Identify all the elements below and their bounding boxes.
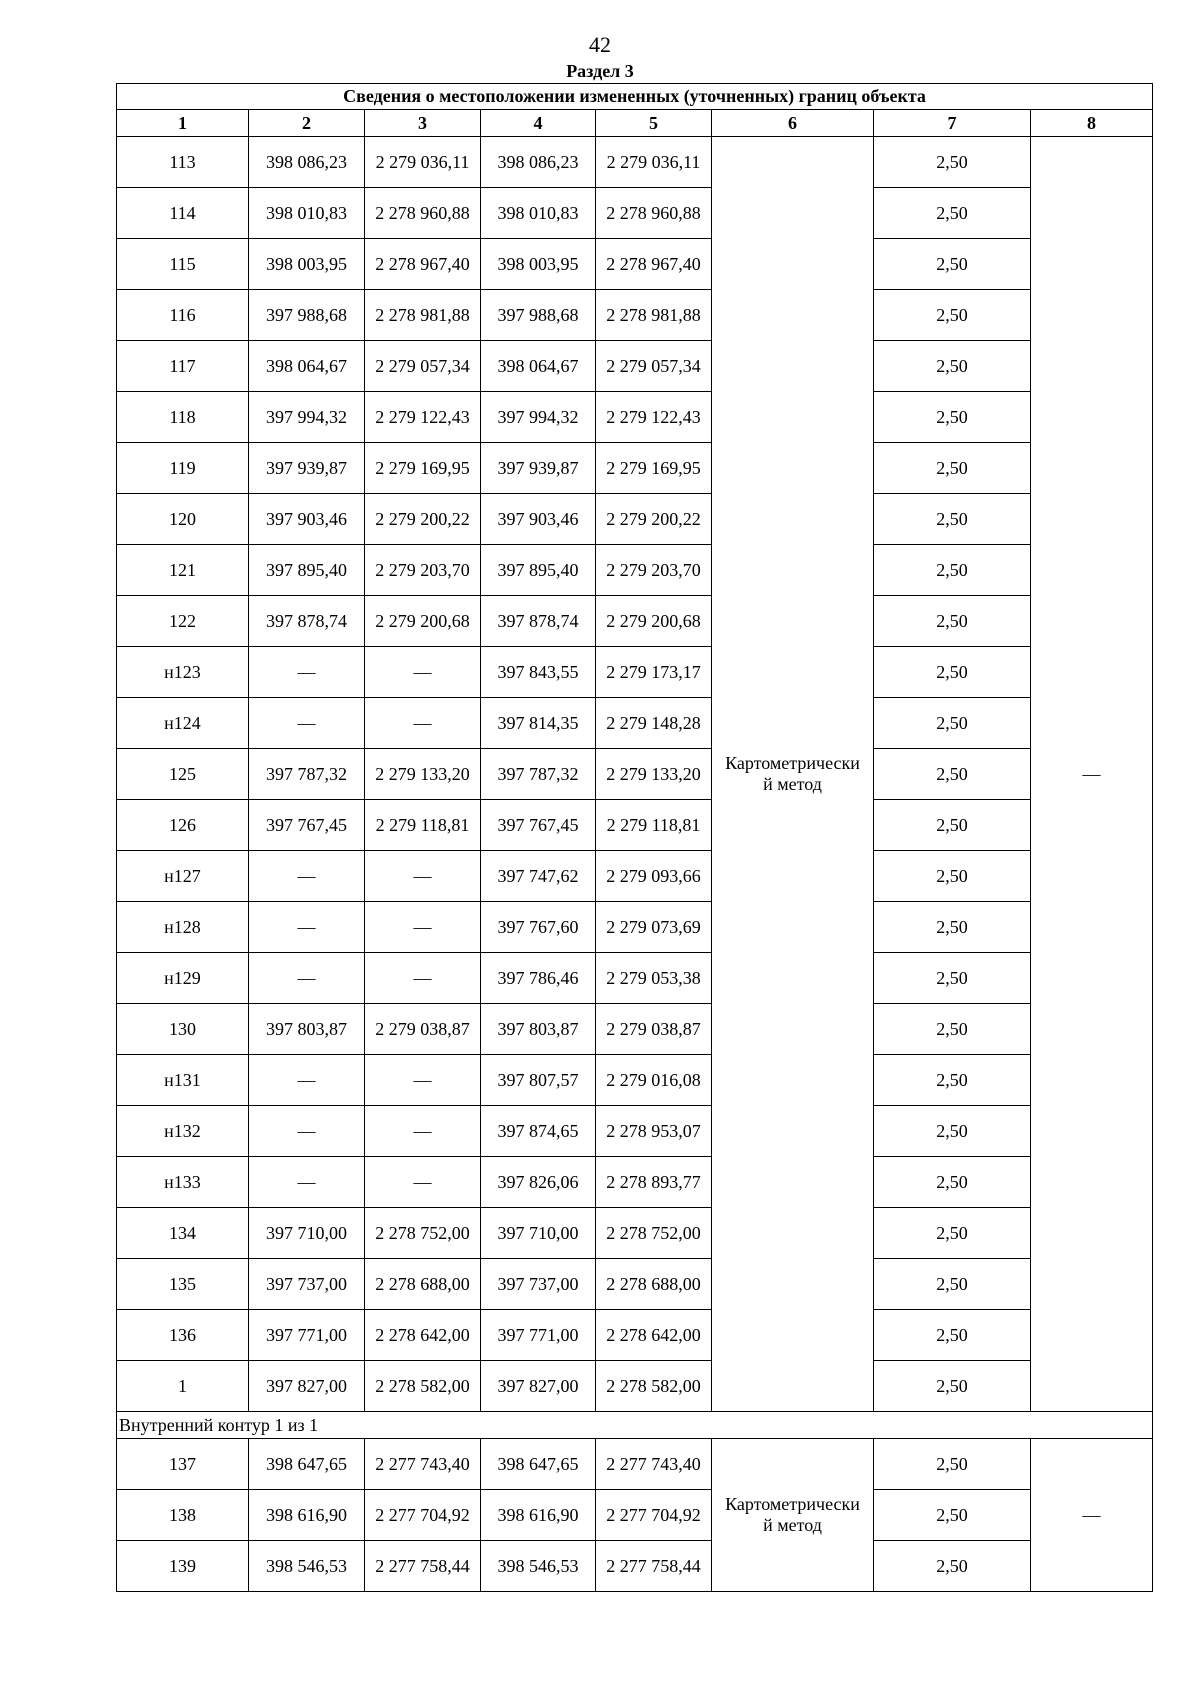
y-new: 2 278 953,07 <box>596 1106 712 1157</box>
point-number: 138 <box>117 1490 249 1541</box>
point-number: н127 <box>117 851 249 902</box>
x-new: 397 827,00 <box>481 1361 596 1412</box>
table-row <box>117 239 1153 290</box>
x-existing: 398 086,23 <box>249 137 365 188</box>
column-number: 8 <box>1031 110 1153 137</box>
accuracy-value: 2,50 <box>874 902 1031 953</box>
point-number: н131 <box>117 1055 249 1106</box>
table-body <box>117 137 1153 1592</box>
accuracy-value: 2,50 <box>874 188 1031 239</box>
table-row <box>117 137 1153 188</box>
x-new: 397 994,32 <box>481 392 596 443</box>
point-number: н123 <box>117 647 249 698</box>
y-new: 2 278 752,00 <box>596 1208 712 1259</box>
inner-contour-label: Внутренний контур 1 из 1 <box>117 1412 1153 1439</box>
y-existing: — <box>365 1106 481 1157</box>
y-existing: 2 279 200,68 <box>365 596 481 647</box>
table-row <box>117 647 1153 698</box>
x-new: 397 939,87 <box>481 443 596 494</box>
table-row <box>117 1541 1153 1592</box>
column-number: 1 <box>117 110 249 137</box>
table-row <box>117 1004 1153 1055</box>
column-number: 7 <box>874 110 1031 137</box>
table-row <box>117 290 1153 341</box>
table-row <box>117 749 1153 800</box>
x-new: 397 767,45 <box>481 800 596 851</box>
y-new: 2 279 148,28 <box>596 698 712 749</box>
column-8-cell: — <box>1031 1439 1153 1592</box>
table-row <box>117 851 1153 902</box>
accuracy-value: 2,50 <box>874 698 1031 749</box>
point-number: н129 <box>117 953 249 1004</box>
table-row <box>117 341 1153 392</box>
table-row <box>117 1259 1153 1310</box>
accuracy-value: 2,50 <box>874 290 1031 341</box>
table-row <box>117 800 1153 851</box>
x-new: 398 086,23 <box>481 137 596 188</box>
x-existing: 397 803,87 <box>249 1004 365 1055</box>
method-text-line2: й метод <box>763 1515 822 1535</box>
y-existing: — <box>365 902 481 953</box>
x-new: 397 710,00 <box>481 1208 596 1259</box>
y-new: 2 279 200,22 <box>596 494 712 545</box>
y-existing: 2 278 981,88 <box>365 290 481 341</box>
accuracy-value: 2,50 <box>874 341 1031 392</box>
point-number: н133 <box>117 1157 249 1208</box>
column-number: 6 <box>712 110 874 137</box>
x-new: 397 988,68 <box>481 290 596 341</box>
table-row <box>117 1439 1153 1490</box>
column-8-cell: — <box>1031 137 1153 1412</box>
boundary-coordinates-table <box>116 83 1153 1592</box>
y-new: 2 279 173,17 <box>596 647 712 698</box>
point-number: 1 <box>117 1361 249 1412</box>
x-new: 397 895,40 <box>481 545 596 596</box>
point-number: 126 <box>117 800 249 851</box>
y-new: 2 279 133,20 <box>596 749 712 800</box>
table-caption: Сведения о местоположении измененных (уточненных) границ объекта <box>117 84 1153 110</box>
y-new: 2 279 038,87 <box>596 1004 712 1055</box>
x-new: 397 747,62 <box>481 851 596 902</box>
x-new: 397 878,74 <box>481 596 596 647</box>
accuracy-value: 2,50 <box>874 443 1031 494</box>
accuracy-value: 2,50 <box>874 545 1031 596</box>
x-existing: 397 767,45 <box>249 800 365 851</box>
method-cell <box>712 137 874 1412</box>
inner-contour-row <box>117 1412 1153 1439</box>
table-row <box>117 392 1153 443</box>
method-text-line2: й метод <box>763 774 822 794</box>
accuracy-value: 2,50 <box>874 1208 1031 1259</box>
x-existing: 397 878,74 <box>249 596 365 647</box>
y-existing: 2 277 704,92 <box>365 1490 481 1541</box>
table-row <box>117 545 1153 596</box>
table-row <box>117 1106 1153 1157</box>
x-new: 397 814,35 <box>481 698 596 749</box>
point-number: 118 <box>117 392 249 443</box>
y-existing: 2 279 169,95 <box>365 443 481 494</box>
y-existing: 2 278 582,00 <box>365 1361 481 1412</box>
y-new: 2 278 582,00 <box>596 1361 712 1412</box>
point-number: н132 <box>117 1106 249 1157</box>
accuracy-value: 2,50 <box>874 1439 1031 1490</box>
x-existing: 398 546,53 <box>249 1541 365 1592</box>
accuracy-value: 2,50 <box>874 800 1031 851</box>
y-existing: 2 279 122,43 <box>365 392 481 443</box>
x-new: 398 647,65 <box>481 1439 596 1490</box>
x-existing: 398 010,83 <box>249 188 365 239</box>
method-text-line1: Картометрически <box>725 753 860 773</box>
y-new: 2 279 057,34 <box>596 341 712 392</box>
point-number: н128 <box>117 902 249 953</box>
point-number: 114 <box>117 188 249 239</box>
y-existing: — <box>365 1055 481 1106</box>
x-existing: — <box>249 851 365 902</box>
x-existing: 397 939,87 <box>249 443 365 494</box>
point-number: 122 <box>117 596 249 647</box>
x-new: 398 010,83 <box>481 188 596 239</box>
accuracy-value: 2,50 <box>874 1490 1031 1541</box>
y-new: 2 277 758,44 <box>596 1541 712 1592</box>
x-existing: 397 988,68 <box>249 290 365 341</box>
accuracy-value: 2,50 <box>874 1106 1031 1157</box>
x-new: 397 737,00 <box>481 1259 596 1310</box>
y-new: 2 279 053,38 <box>596 953 712 1004</box>
x-new: 397 786,46 <box>481 953 596 1004</box>
accuracy-value: 2,50 <box>874 953 1031 1004</box>
method-cell <box>712 1439 874 1592</box>
x-new: 398 064,67 <box>481 341 596 392</box>
y-new: 2 278 642,00 <box>596 1310 712 1361</box>
x-new: 397 771,00 <box>481 1310 596 1361</box>
y-new: 2 279 200,68 <box>596 596 712 647</box>
x-new: 397 874,65 <box>481 1106 596 1157</box>
method-text-line1: Картометрически <box>725 1494 860 1514</box>
column-number: 2 <box>249 110 365 137</box>
x-existing: 398 003,95 <box>249 239 365 290</box>
accuracy-value: 2,50 <box>874 1541 1031 1592</box>
table-row <box>117 596 1153 647</box>
y-new: 2 278 688,00 <box>596 1259 712 1310</box>
x-existing: 397 771,00 <box>249 1310 365 1361</box>
accuracy-value: 2,50 <box>874 392 1031 443</box>
y-existing: 2 278 642,00 <box>365 1310 481 1361</box>
x-existing: — <box>249 1055 365 1106</box>
y-new: 2 278 981,88 <box>596 290 712 341</box>
accuracy-value: 2,50 <box>874 1157 1031 1208</box>
x-existing: 397 903,46 <box>249 494 365 545</box>
x-existing: 397 994,32 <box>249 392 365 443</box>
x-new: 397 843,55 <box>481 647 596 698</box>
point-number: 113 <box>117 137 249 188</box>
x-new: 398 003,95 <box>481 239 596 290</box>
page-number: 42 <box>589 32 611 57</box>
section-title: Раздел 3 <box>566 61 634 81</box>
point-number: 137 <box>117 1439 249 1490</box>
y-new: 2 279 118,81 <box>596 800 712 851</box>
y-new: 2 279 203,70 <box>596 545 712 596</box>
accuracy-value: 2,50 <box>874 749 1031 800</box>
y-existing: 2 279 036,11 <box>365 137 481 188</box>
table-row <box>117 1310 1153 1361</box>
y-existing: — <box>365 1157 481 1208</box>
point-number: 117 <box>117 341 249 392</box>
y-existing: 2 279 118,81 <box>365 800 481 851</box>
y-existing: 2 277 743,40 <box>365 1439 481 1490</box>
accuracy-value: 2,50 <box>874 239 1031 290</box>
point-number: 139 <box>117 1541 249 1592</box>
table-row <box>117 1055 1153 1106</box>
x-existing: — <box>249 902 365 953</box>
point-number: 120 <box>117 494 249 545</box>
accuracy-value: 2,50 <box>874 1361 1031 1412</box>
x-existing: — <box>249 953 365 1004</box>
point-number: 125 <box>117 749 249 800</box>
x-new: 397 903,46 <box>481 494 596 545</box>
y-new: 2 279 169,95 <box>596 443 712 494</box>
y-new: 2 279 073,69 <box>596 902 712 953</box>
accuracy-value: 2,50 <box>874 596 1031 647</box>
x-existing: 397 710,00 <box>249 1208 365 1259</box>
x-existing: — <box>249 698 365 749</box>
y-existing: 2 278 960,88 <box>365 188 481 239</box>
y-new: 2 279 093,66 <box>596 851 712 902</box>
x-existing: 398 616,90 <box>249 1490 365 1541</box>
point-number: 134 <box>117 1208 249 1259</box>
point-number: 116 <box>117 290 249 341</box>
y-new: 2 277 704,92 <box>596 1490 712 1541</box>
column-number: 4 <box>481 110 596 137</box>
x-existing: 397 827,00 <box>249 1361 365 1412</box>
table-row <box>117 1157 1153 1208</box>
x-new: 397 803,87 <box>481 1004 596 1055</box>
accuracy-value: 2,50 <box>874 1004 1031 1055</box>
accuracy-value: 2,50 <box>874 851 1031 902</box>
x-existing: 398 647,65 <box>249 1439 365 1490</box>
y-new: 2 278 893,77 <box>596 1157 712 1208</box>
y-existing: — <box>365 953 481 1004</box>
y-existing: 2 278 688,00 <box>365 1259 481 1310</box>
x-existing: — <box>249 1157 365 1208</box>
x-new: 398 616,90 <box>481 1490 596 1541</box>
table-row <box>117 698 1153 749</box>
x-existing: — <box>249 647 365 698</box>
accuracy-value: 2,50 <box>874 647 1031 698</box>
x-existing: — <box>249 1106 365 1157</box>
x-existing: 397 787,32 <box>249 749 365 800</box>
x-existing: 397 737,00 <box>249 1259 365 1310</box>
table-row <box>117 1208 1153 1259</box>
accuracy-value: 2,50 <box>874 137 1031 188</box>
x-existing: 398 064,67 <box>249 341 365 392</box>
table-row <box>117 1361 1153 1412</box>
x-new: 397 787,32 <box>481 749 596 800</box>
column-number: 5 <box>596 110 712 137</box>
y-new: 2 279 122,43 <box>596 392 712 443</box>
point-number: н124 <box>117 698 249 749</box>
y-existing: 2 279 133,20 <box>365 749 481 800</box>
y-existing: 2 279 038,87 <box>365 1004 481 1055</box>
y-new: 2 277 743,40 <box>596 1439 712 1490</box>
x-existing: 397 895,40 <box>249 545 365 596</box>
point-number: 136 <box>117 1310 249 1361</box>
accuracy-value: 2,50 <box>874 1310 1031 1361</box>
accuracy-value: 2,50 <box>874 1055 1031 1106</box>
y-existing: 2 278 752,00 <box>365 1208 481 1259</box>
point-number: 130 <box>117 1004 249 1055</box>
table-row <box>117 494 1153 545</box>
x-new: 397 807,57 <box>481 1055 596 1106</box>
x-new: 397 767,60 <box>481 902 596 953</box>
y-existing: — <box>365 698 481 749</box>
x-new: 397 826,06 <box>481 1157 596 1208</box>
point-number: 121 <box>117 545 249 596</box>
y-existing: 2 279 203,70 <box>365 545 481 596</box>
y-existing: 2 279 057,34 <box>365 341 481 392</box>
table-row <box>117 443 1153 494</box>
point-number: 135 <box>117 1259 249 1310</box>
y-new: 2 278 967,40 <box>596 239 712 290</box>
table-row <box>117 1490 1153 1541</box>
y-new: 2 279 036,11 <box>596 137 712 188</box>
point-number: 119 <box>117 443 249 494</box>
y-new: 2 279 016,08 <box>596 1055 712 1106</box>
y-existing: 2 278 967,40 <box>365 239 481 290</box>
column-numbers-row <box>117 110 1153 137</box>
y-new: 2 278 960,88 <box>596 188 712 239</box>
y-existing: — <box>365 851 481 902</box>
point-number: 115 <box>117 239 249 290</box>
y-existing: — <box>365 647 481 698</box>
x-new: 398 546,53 <box>481 1541 596 1592</box>
y-existing: 2 277 758,44 <box>365 1541 481 1592</box>
column-number: 3 <box>365 110 481 137</box>
table-row <box>117 188 1153 239</box>
table-row <box>117 953 1153 1004</box>
accuracy-value: 2,50 <box>874 1259 1031 1310</box>
accuracy-value: 2,50 <box>874 494 1031 545</box>
table-row <box>117 902 1153 953</box>
y-existing: 2 279 200,22 <box>365 494 481 545</box>
